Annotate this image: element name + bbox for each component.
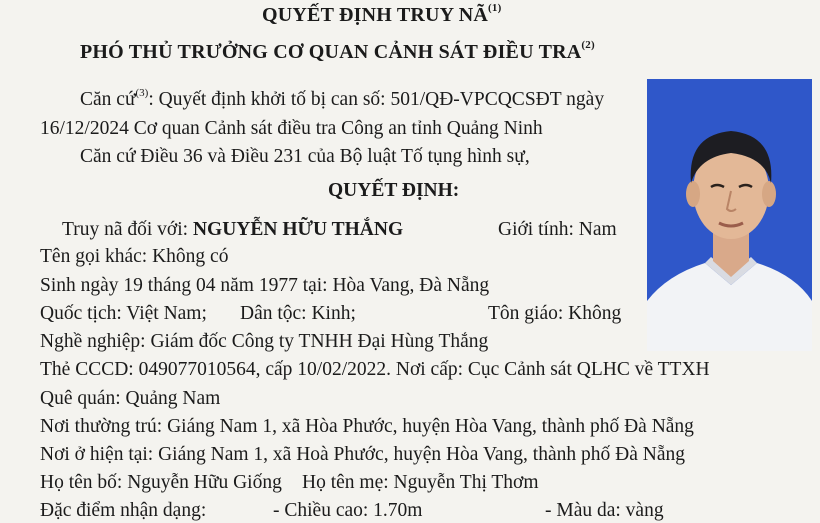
alias-field: Tên gọi khác: Không có [40, 246, 229, 267]
basis-line-3: Căn cứ Điều 36 và Điều 231 của Bộ luật Tố tụng hình sự, [80, 146, 530, 167]
basis-footnote: (3) [135, 86, 149, 99]
nationality-field: Quốc tịch: Việt Nam; [40, 303, 207, 324]
skin-field: - Màu da: vàng [545, 500, 664, 521]
title-footnote: (1) [488, 2, 502, 15]
religion-field: Tôn giáo: Không [488, 303, 622, 324]
issuer-text: PHÓ THỦ TRƯỞNG CƠ QUAN CẢNH SÁT ĐIỀU TRA [80, 41, 582, 63]
features-label: Đặc điểm nhận dạng: [40, 500, 207, 521]
portrait-icon [647, 79, 812, 351]
decision-heading: QUYẾT ĐỊNH: [328, 180, 460, 201]
current-residence-field: Nơi ở hiện tại: Giáng Nam 1, xã Hoà Phước, huyện Hòa Vang, thành phố Đà Nẵng [40, 444, 685, 465]
document-title [262, 3, 501, 27]
issuer-footnote: (2) [581, 39, 595, 52]
portrait-photo [647, 79, 812, 351]
height-field: - Chiều cao: 1.70m [273, 500, 423, 521]
permanent-residence-field: Nơi thường trú: Giáng Nam 1, xã Hòa Phước, huyện Hòa Vang, thành phố Đà Nẵng [40, 416, 694, 437]
occupation-field: Nghề nghiệp: Giám đốc Công ty TNHH Đại Hùng Thắng [40, 331, 489, 352]
gender-field: Giới tính: Nam [498, 219, 617, 240]
subject-name: NGUYỄN HỮU THẮNG [192, 219, 404, 240]
wanted-line [62, 218, 403, 242]
wanted-label: Truy nã đối với: [62, 219, 193, 240]
basis-line-2: 16/12/2024 Cơ quan Cảnh sát điều tra Công an tỉnh Quảng Ninh [40, 118, 543, 139]
mother-field: Họ tên mẹ: Nguyễn Thị Thơm [302, 472, 539, 493]
title-text: QUYẾT ĐỊNH TRUY NÃ [262, 4, 489, 26]
id-card-field: Thẻ CCCD: 049077010564, cấp 10/02/2022. Nơi cấp: Cục Cảnh sát QLHC về TTXH [40, 359, 710, 380]
father-field: Họ tên bố: Nguyễn Hữu Giống [40, 472, 282, 493]
basis-text: : Quyết định khởi tố bị can số: 501/QĐ-VPCQCSĐT ngày [148, 89, 605, 110]
basis-prefix: Căn cứ [80, 89, 136, 110]
ethnicity-field: Dân tộc: Kinh; [240, 303, 356, 324]
birth-field: Sinh ngày 19 tháng 04 năm 1977 tại: Hòa Vang, Đà Nẵng [40, 275, 490, 296]
issuer-title [80, 40, 595, 64]
hometown-field: Quê quán: Quảng Nam [40, 388, 221, 409]
basis-line-1 [80, 88, 604, 112]
